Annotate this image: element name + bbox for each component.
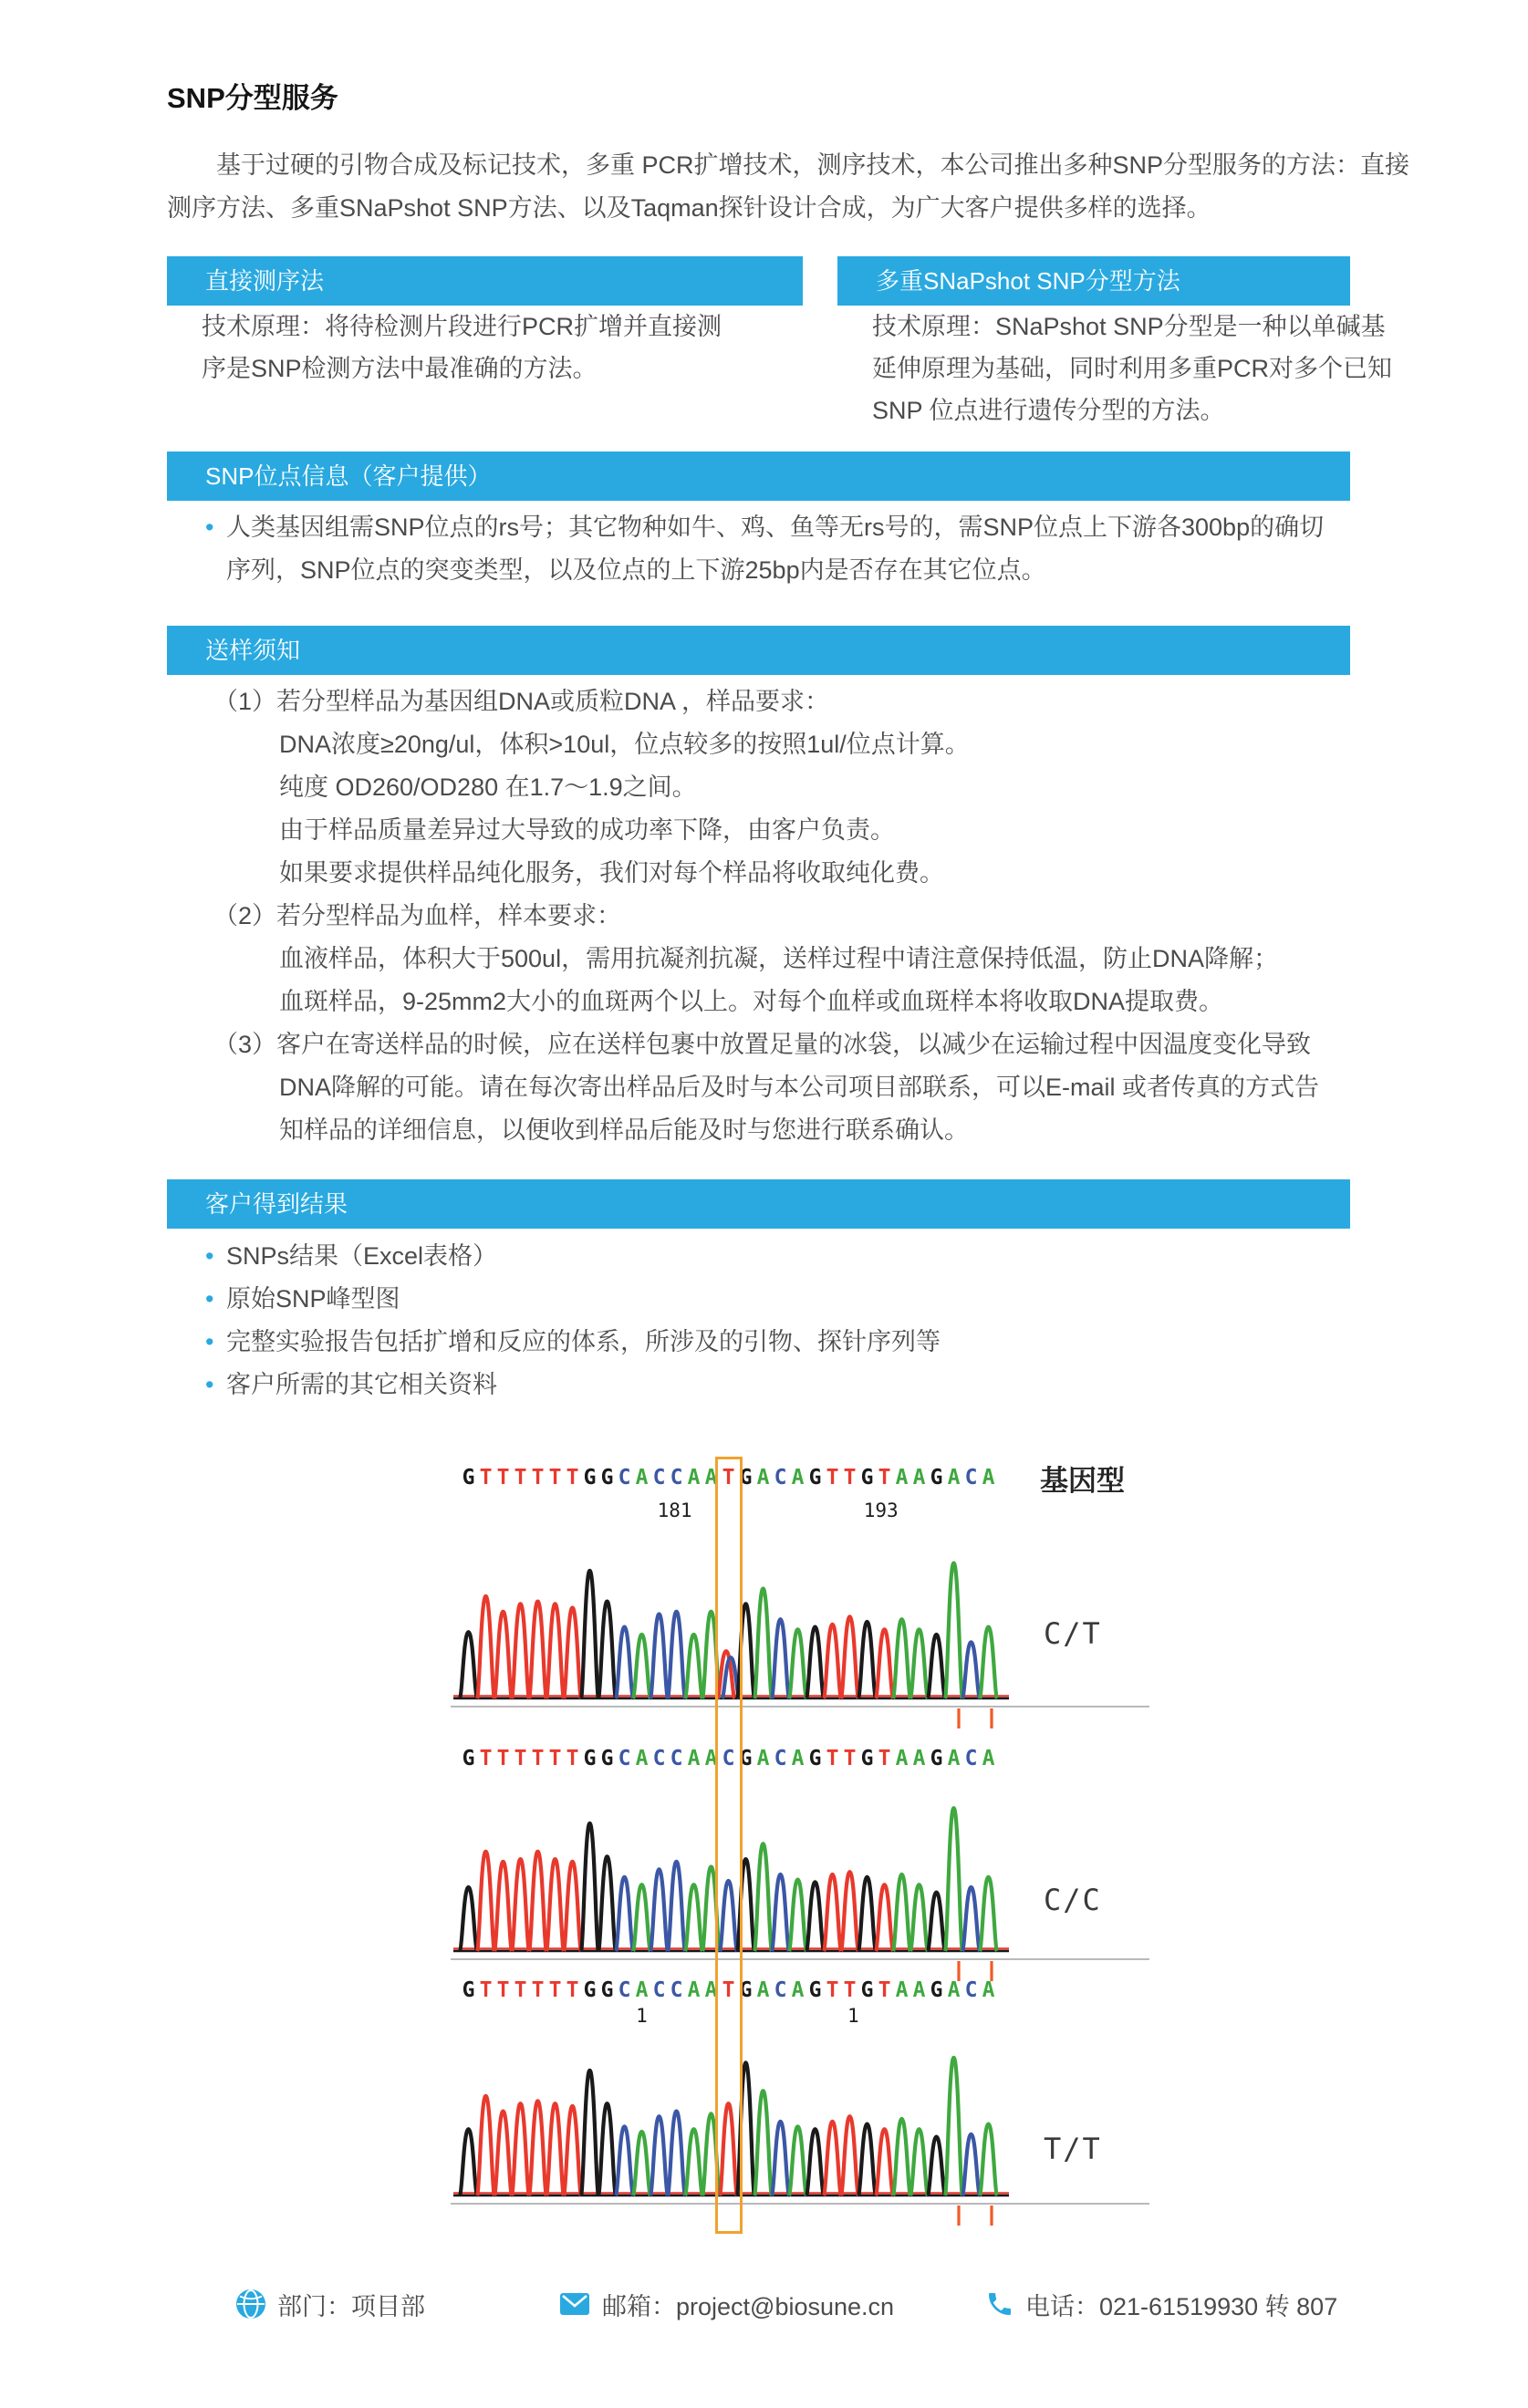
base-letter: A: [756, 1747, 770, 1770]
base-letter: A: [947, 1978, 961, 2002]
genotype-label-cc: C/C: [1044, 1883, 1102, 1917]
base-letter: A: [635, 1466, 649, 1489]
base-letter: G: [808, 1978, 822, 2002]
footer-department: [235, 2283, 425, 2325]
base-letter: T: [878, 1747, 891, 1770]
result-bullet: • SNPs结果（Excel表格）: [167, 1235, 1389, 1278]
base-letter: T: [566, 1978, 579, 2002]
base-letter: T: [531, 1978, 545, 2002]
bullet-line: 序列，SNP位点的突变类型，以及位点的上下游25bp内是否存在其它位点。: [226, 556, 1046, 584]
base-letter: C: [964, 1466, 978, 1489]
section-direct-sequencing: [167, 256, 803, 389]
base-letter: T: [826, 1747, 839, 1770]
text-line: 序是SNP检测方法中最准确的方法。: [202, 355, 598, 382]
section-shipping-notes: [167, 626, 1350, 675]
snp-info-header: SNP位点信息（客户提供）: [167, 452, 1350, 501]
shipping-notes-list: [167, 680, 1426, 1152]
shipping-line: 血斑样品，9-25mm2大小的血斑两个以上。对每个血样或血斑样本将收取DNA提取费。: [279, 988, 1224, 1015]
base-letter: A: [895, 1747, 909, 1770]
base-letter: G: [462, 1978, 475, 2002]
base-letter: C: [670, 1978, 683, 2002]
base-letter: A: [912, 1747, 926, 1770]
footer-email-text: 邮箱：project@biosune.cn: [602, 2292, 895, 2320]
base-letter: G: [860, 1747, 874, 1770]
base-letter: A: [791, 1466, 805, 1489]
base-letter: T: [496, 1747, 510, 1770]
text-line: SNP 位点进行遗传分型的方法。: [872, 397, 1225, 424]
genotype-label-ct: C/T: [1044, 1616, 1102, 1651]
base-letter: T: [514, 1466, 527, 1489]
base-letter: A: [756, 1978, 770, 2002]
base-letter: T: [826, 1466, 839, 1489]
base-letter: T: [479, 1747, 493, 1770]
shipping-line: 如果要求提供样品纯化服务，我们对每个样品将收取纯化费。: [279, 859, 944, 887]
base-letter: G: [930, 1978, 943, 2002]
result-bullet: • 完整实验报告包括扩增和反应的体系，所涉及的引物、探针序列等: [167, 1321, 1389, 1364]
base-letter: C: [652, 1747, 666, 1770]
base-letter: C: [618, 1747, 631, 1770]
base-letter: T: [531, 1747, 545, 1770]
base-letter: G: [808, 1466, 822, 1489]
genotype-label-tt: T/T: [1044, 2132, 1102, 2166]
direct-sequencing-description: [167, 306, 803, 389]
base-letter: C: [618, 1466, 631, 1489]
base-letter: G: [600, 1466, 614, 1489]
base-letter: G: [583, 1978, 597, 2002]
base-letter: A: [947, 1747, 961, 1770]
base-letter: T: [548, 1978, 562, 2002]
shipping-line: 知样品的详细信息，以便收到样品后能及时与您进行联系确认。: [279, 1116, 969, 1144]
result-bullet: • 原始SNP峰型图: [167, 1278, 1389, 1321]
globe-icon: [235, 2289, 266, 2320]
base-letter: G: [808, 1747, 822, 1770]
position-number: 193: [863, 1500, 899, 1521]
base-letter: T: [479, 1978, 493, 2002]
shipping-notes-header: 送样须知: [167, 626, 1350, 675]
base-letter: C: [652, 1466, 666, 1489]
text-line: 测序方法、多重SNaPshot SNP方法、以及Taqman探针设计合成，为广大客户提供多样的选择。: [167, 194, 1211, 222]
base-letter: A: [756, 1466, 770, 1489]
snapshot-method-description: [837, 306, 1393, 431]
base-letter: A: [687, 1978, 701, 2002]
base-letter: A: [912, 1466, 926, 1489]
base-letter: G: [462, 1747, 475, 1770]
section-snp-info: [167, 452, 1350, 501]
base-letter: T: [566, 1747, 579, 1770]
base-letter: T: [514, 1978, 527, 2002]
results-bullet-list: [167, 1235, 1389, 1406]
base-letter: G: [930, 1747, 943, 1770]
text-line: 基于过硬的引物合成及标记技术，多重 PCR扩增技术，测序技术，本公司推出多种SNP分型服务的方法：直接: [216, 151, 1410, 179]
base-letter: C: [774, 1747, 787, 1770]
base-letter: C: [774, 1466, 787, 1489]
base-letter: T: [496, 1978, 510, 2002]
base-letter: A: [982, 1747, 995, 1770]
base-letter: T: [722, 1978, 735, 2002]
phone-icon: [985, 2289, 1014, 2319]
position-number: 181: [657, 1500, 692, 1521]
intro-paragraph: [167, 144, 1410, 230]
text-line: 延伸原理为基础，同时利用多重PCR对多个已知: [872, 355, 1393, 382]
base-letter: A: [704, 1978, 718, 2002]
base-letter: T: [878, 1978, 891, 2002]
direct-sequencing-header: 直接测序法: [167, 256, 803, 306]
base-letter: A: [982, 1978, 995, 2002]
shipping-line: （3）客户在寄送样品的时候，应在送样包裹中放置足量的冰袋，以减少在运输过程中因温度变化导致: [213, 1031, 1312, 1058]
base-letter: T: [531, 1466, 545, 1489]
bullet-dot: •: [205, 1371, 214, 1398]
base-letter: C: [670, 1747, 683, 1770]
shipping-line: 由于样品质量差异过大导致的成功率下降，由客户负责。: [279, 816, 895, 844]
text-line: 技术原理：SNaPshot SNP分型是一种以单碱基: [872, 313, 1386, 340]
base-letter: T: [566, 1466, 579, 1489]
base-letter: A: [791, 1978, 805, 2002]
base-letter: T: [826, 1978, 839, 2002]
base-letter: G: [930, 1466, 943, 1489]
position-number: 1: [636, 2005, 648, 2027]
shipping-line: DNA浓度≥20ng/ul，体积>10ul，位点较多的按照1ul/位点计算。: [279, 731, 970, 758]
page-title: SNP分型服务: [167, 82, 338, 114]
shipping-line: 纯度 OD260/OD280 在1.7～1.9之间。: [279, 773, 697, 801]
bullet-dot: •: [205, 1242, 214, 1270]
base-letter: A: [704, 1466, 718, 1489]
base-letter: T: [548, 1466, 562, 1489]
results-header: 客户得到结果: [167, 1179, 1350, 1229]
base-letter: C: [670, 1466, 683, 1489]
shipping-line: （1）若分型样品为基因组DNA或质粒DNA ，样品要求：: [213, 688, 830, 715]
base-letter: G: [462, 1466, 475, 1489]
base-letter: A: [687, 1747, 701, 1770]
base-letter: A: [791, 1747, 805, 1770]
base-letter: G: [860, 1978, 874, 2002]
base-letter: C: [652, 1978, 666, 2002]
base-letter: T: [878, 1466, 891, 1489]
position-number: 1: [847, 2005, 859, 2027]
snp-highlight-box: [715, 1457, 743, 2234]
mail-icon: [558, 2289, 591, 2320]
snp-info-bullet-list: [167, 506, 1389, 592]
footer-email: [558, 2283, 894, 2325]
base-letter: G: [583, 1466, 597, 1489]
base-letter: A: [982, 1466, 995, 1489]
base-letter: C: [774, 1978, 787, 2002]
shipping-line: 血液样品，体积大于500ul，需用抗凝剂抗凝，送样过程中请注意保持低温，防止DNA降解；: [279, 945, 1279, 972]
base-letter: G: [739, 1466, 753, 1489]
section-results: [167, 1179, 1350, 1229]
bullet-dot: •: [205, 1328, 214, 1355]
base-letter: C: [964, 1747, 978, 1770]
base-letter: A: [947, 1466, 961, 1489]
result-bullet: • 客户所需的其它相关资料: [167, 1364, 1389, 1406]
base-letter: T: [548, 1747, 562, 1770]
footer-phone: [985, 2283, 1337, 2325]
base-letter: G: [739, 1747, 753, 1770]
bullet-dot: •: [205, 1285, 214, 1313]
base-letter: T: [496, 1466, 510, 1489]
base-letter: C: [618, 1978, 631, 2002]
base-letter: G: [739, 1978, 753, 2002]
base-letter: A: [895, 1466, 909, 1489]
base-letter: A: [635, 1747, 649, 1770]
base-letter: A: [912, 1978, 926, 2002]
base-letter: G: [860, 1466, 874, 1489]
genotype-column-label: 基因型: [1040, 1465, 1125, 1497]
base-letter: A: [635, 1978, 649, 2002]
base-letter: A: [687, 1466, 701, 1489]
bullet-dot: •: [205, 514, 214, 541]
section-snapshot-method: [837, 256, 1393, 431]
base-letter: G: [600, 1747, 614, 1770]
base-letter: T: [514, 1747, 527, 1770]
base-letter: T: [479, 1466, 493, 1489]
shipping-line: （2）若分型样品为血样，样本要求：: [213, 902, 622, 929]
footer-department-text: 部门：项目部: [277, 2292, 425, 2320]
base-letter: C: [722, 1747, 735, 1770]
footer-phone-text: 电话：021-61519930 转 807: [1025, 2292, 1338, 2320]
shipping-line: DNA降解的可能。请在每次寄出样品后及时与本公司项目部联系，可以E-mail 或者传真的方式告: [279, 1074, 1320, 1101]
base-letter: G: [583, 1747, 597, 1770]
base-letter: A: [704, 1747, 718, 1770]
text-line: 技术原理：将待检测片段进行PCR扩增并直接测: [202, 313, 722, 340]
bullet-line: • 人类基因组需SNP位点的rs号；其它物种如牛、鸡、鱼等无rs号的，需SNP位点上下游各300bp的确切: [167, 506, 1389, 549]
base-letter: T: [843, 1466, 857, 1489]
base-letter: T: [843, 1978, 857, 2002]
base-letter: C: [964, 1978, 978, 2002]
base-letter: A: [895, 1978, 909, 2002]
base-letter: T: [722, 1466, 735, 1489]
base-letter: T: [843, 1747, 857, 1770]
snapshot-method-header: 多重SNaPshot SNP分型方法: [837, 256, 1350, 306]
base-letter: G: [600, 1978, 614, 2002]
